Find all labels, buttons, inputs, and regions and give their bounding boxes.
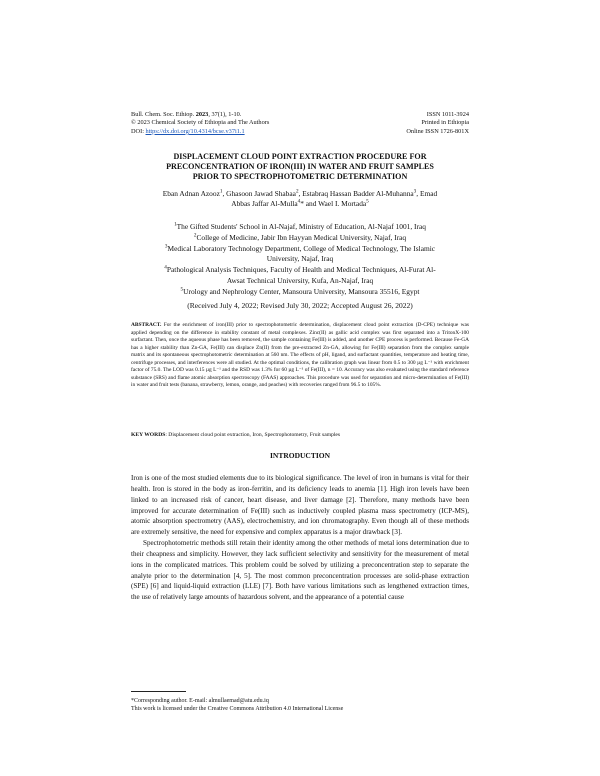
affil-mark: 3 <box>164 243 168 250</box>
doi-label: DOI: <box>131 127 144 135</box>
author: , Ghasoon Jawad Shabaa <box>222 189 296 198</box>
body-text <box>131 473 469 603</box>
keywords-label: KEY WORDS <box>131 432 166 438</box>
author: , Emad <box>416 189 438 198</box>
abstract-text: For the enrichment of iron(III) prior to spectrophotometric determination, displacement cloud point extraction (D-CPE) technique was applied depending on the difference in stability constant of metal complexes. Zinc(II) as gallic acid complex was first separated into a TritonX-100 surfactant. Then, once the aqueous phase has been removed, the sample containing Fe(III) is added, and another CPE process is performed. Because Fe-GA has a higher stability than Zn-GA, Fe(III) can displace Zn(II) from the pre-extracted Zn-GA, allowing for Fe(III) separation from the complex sample matrix and its spontaneous spectrophotometric determination at 560 nm. The effects of pH, ligand, and surfactant quantities, temperature and heating time, centrifuge processes, and interferences were all studied. At the optimal conditions, the calibration graph was linear from 0.5 to 300 µg L⁻¹ with enrichment factor of 75.0. The LOD was 0.15 µg L⁻¹ and the RSD was 1.3% for 60 µg L⁻¹ of Fe(III), n = 10. Accuracy was also evaluated using the standard reference substance (SRS) and flame atomic absorption spectroscopy (FAAS) approaches. This procedure was used for separation and micro-determination of Fe(III) in water and fruit tests (banana, strawberry, lemon, orange, and peaches) with recoveries ranged from 96.5 to 105%. <box>131 322 469 389</box>
title-line: PRIOR TO SPECTROPHOTOMETRIC DETERMINATION <box>192 172 408 182</box>
paper-title <box>140 152 460 183</box>
section-heading: INTRODUCTION <box>269 451 330 460</box>
author: * and Wael I. Mortada <box>300 199 367 208</box>
journal-year: 2023 <box>195 111 209 118</box>
author-affil-mark: 2 <box>295 188 299 195</box>
affiliations <box>140 222 460 298</box>
author-affil-mark: 3 <box>413 188 417 195</box>
issn-print: ISSN 1011-3924 <box>426 111 469 118</box>
affiliation: Pathological Analysis Techniques, Faculty of Health and Medical Techniques, Al-Furat Al- <box>166 265 436 275</box>
header-right <box>406 111 469 136</box>
received-dates: (Received July 4, 2022; Revised July 30, 2022; Accepted August 26, 2022) <box>187 301 413 310</box>
license-note: This work is licensed under the Creative Commons Attribution 4.0 International License <box>131 706 344 712</box>
author-affil-mark: 5 <box>366 198 369 205</box>
affil-mark: 2 <box>193 232 197 239</box>
affiliation: Medical Laboratory Technology Department, College of Medical Technology, The Islamic <box>167 243 436 253</box>
copyright: © 2023 Chemical Society of Ethiopia and The Authors <box>131 119 270 127</box>
affil-mark: 4 <box>164 264 167 271</box>
keywords-text: : Displacement cloud point extraction, Iron, Spectrophotometry, Fruit samples <box>165 432 341 438</box>
abstract <box>131 322 469 390</box>
affil-mark: 5 <box>180 286 184 293</box>
affiliation: Awsat Technical University, Kufa, An-Najaf, Iraq <box>226 275 374 285</box>
author: Eban Adnan Azooz <box>162 189 220 198</box>
author: , Estabraq Hassan Badder Al-Muhanna <box>298 189 414 198</box>
title-line: PRECONCENTRATION OF IRON(III) IN WATER AND FRUIT SAMPLES <box>166 162 434 172</box>
author: Abbas Jaffar Al-Mulla <box>231 199 298 208</box>
affiliation: The Gifted Students' School in Al-Najaf, Ministry of Education, Al-Najaf 1001, Iraq <box>176 222 426 231</box>
author-list <box>140 189 460 209</box>
issn-online: Online ISSN 1726-801X <box>406 127 469 135</box>
affiliation: College of Medicine, Jabir Ibn Hayyan Medical University, Najaf, Iraq <box>196 232 407 242</box>
paragraph: Iron is one of the most studied elements due to its biological significance. The level of iron in humans is vital for their health. Iron is stored in the body as iron-ferritin, and its deficiency leads to anemia [1]. High iron levels have been linked to an increased risk of cancer, heart disease, and liver damage [2]. Therefore, many methods have been improved for accurate determination of Fe(III) such as inductively coupled plasma mass spectrometry (ICP-MS), atomic absorption spectrometry (AAS), electrochemistry, and ion chromatography. Even though all of these methods are extremely sensitive, the need for expensive and complex apparatus is a major drawback [3]. <box>131 474 469 537</box>
printed-in: Printed in Ethiopia <box>421 119 469 127</box>
header-left <box>131 111 269 136</box>
doi-link[interactable]: https://dx.doi.org/10.4314/bcse.v37i1.1 <box>145 127 245 135</box>
affiliation: Urology and Nephrology Center, Mansoura University, Mansoura 35516, Egypt <box>183 286 420 296</box>
author-affil-mark: 1 <box>219 188 223 195</box>
author-affil-mark: 4 <box>297 198 301 205</box>
footnote-divider <box>131 691 186 692</box>
title-line: DISPLACEMENT CLOUD POINT EXTRACTION PROCEDURE FOR <box>173 152 427 161</box>
abstract-label: ABSTRACT. <box>131 322 162 328</box>
volume-pages: , 37(1), 1-10. <box>208 111 242 118</box>
paragraph: Spectrophotometric methods still retain their identity among the other methods of metal ions determination due to their cheapness and simplicity. However, they lack sufficient selectivity and sensitivity for the measurement of metal ions in the complicated matrices. This problem could be solved by utilizing a preconcentration step to separate the analyte prior to the determination [4, 5]. The most common preconcentration processes are solid-phase extraction (SPE) [6] and liquid-liquid extraction (LLE) [7]. Both have various limitations such as lengthened extraction times, the use of relatively large amounts of hazardous solvent, and the appearance of a potential cause <box>131 539 469 602</box>
affiliation: University, Najaf, Iraq <box>266 254 334 264</box>
footnotes <box>131 697 469 713</box>
corresponding-author-note: *Corresponding author. E-mail: almullaemad@atu.edu.iq <box>131 698 269 704</box>
affil-mark: 1 <box>174 221 177 228</box>
keywords <box>131 432 469 438</box>
journal-name: Bull. Chem. Soc. Ethiop. <box>131 111 195 118</box>
